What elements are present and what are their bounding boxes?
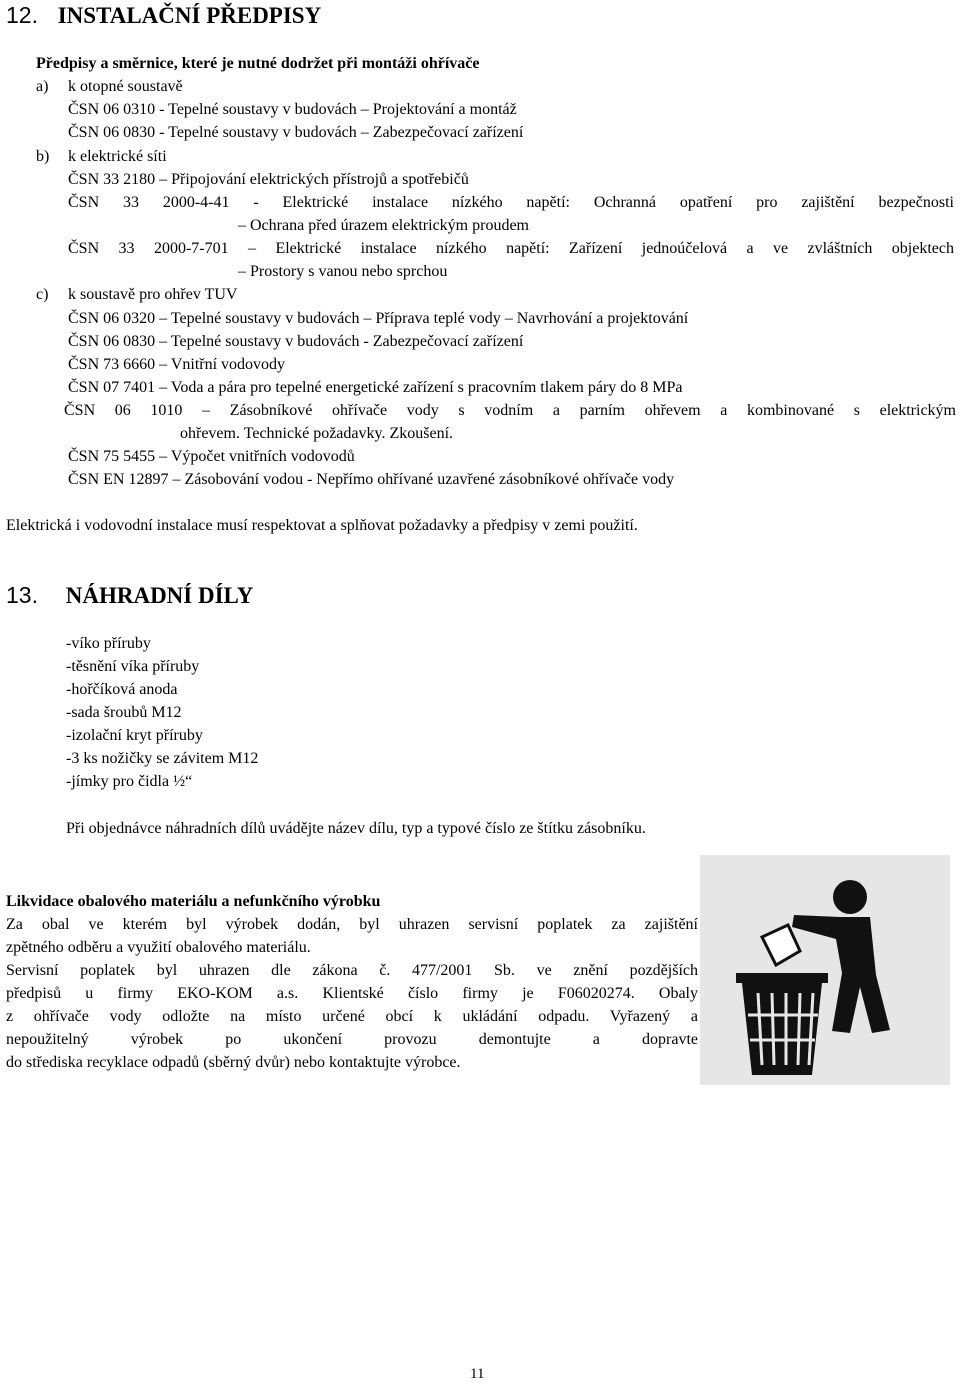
list-label-c: c) [36,286,49,303]
parts-item: -jímky pro čidla ½“ [66,773,193,790]
list-item: ČSN 06 0830 - Tepelné soustavy v budovách – Zabezpečovací zařízení [68,124,524,141]
list-title-b: k elektrické síti [68,148,167,165]
parts-item: -izolační kryt příruby [66,727,203,744]
list-item: ČSN EN 12897 – Zásobování vodou - Nepřímo ohřívané uzavřené zásobníkové ohřívače vody [68,471,675,488]
list-label-b: b) [36,148,50,165]
list-item-continuation: – Prostory s vanou nebo sprchou [238,263,448,280]
list-label-a: a) [36,78,49,95]
parts-item: -těsnění víka příruby [66,658,200,675]
parts-item: -3 ks nožičky se závitem M12 [66,750,259,767]
list-item: ČSN 33 2000-4-41 - Elektrické instalace nízkého napětí: Ochranná opatření pro zajištění bezpečnosti [68,194,954,211]
parts-item: -víko příruby [66,635,151,652]
section-12-intro: Předpisy a směrnice, které je nutné dodržet při montáži ohřívače [36,55,480,72]
section-12-heading [6,4,321,27]
disposal-text-line: zpětného odběru a využití obalového materiálu. [6,939,311,956]
tidy-man-bin-icon [700,855,950,1085]
list-item: ČSN 06 0310 - Tepelné soustavy v budovách – Projektování a montáž [68,101,517,118]
parts-item: -hořčíková anoda [66,681,178,698]
disposal-text-line: do střediska recyklace odpadů (sběrný dvůr) nebo kontaktujte výrobce. [6,1054,461,1071]
list-item: ČSN 33 2000-7-701 – Elektrické instalace nízkého napětí: Zařízení jednoúčelová a ve zvláštních objektech [68,240,954,257]
section-12-closing: Elektrická i vodovodní instalace musí respektovat a splňovat požadavky a předpisy v zemi použití. [6,517,638,534]
list-item-continuation: – Ochrana před úrazem elektrickým proudem [238,217,529,234]
list-item: ČSN 06 1010 – Zásobníkové ohřívače vody s vodním a parním ohřevem a kombinované s elektrickým [64,402,956,419]
disposal-text-line: z ohřívače vody odložte na místo určené obcí k ukládání odpadu. Vyřazený a [6,1008,698,1025]
disposal-text-line: nepoužitelný výrobek po ukončení provozu demontujte a dopravte [6,1031,698,1048]
list-title-c: k soustavě pro ohřev TUV [68,286,238,303]
list-item: ČSN 06 0830 – Tepelné soustavy v budovách - Zabezpečovací zařízení [68,333,524,350]
list-item: ČSN 75 5455 – Výpočet vnitřních vodovodů [68,448,355,465]
section-13-heading [6,584,253,607]
disposal-text-line: předpisů u firmy EKO-KOM a.s. Klientské číslo firmy je F06020274. Obaly [6,985,698,1002]
list-title-a: k otopné soustavě [68,78,183,95]
parts-order-note: Při objednávce náhradních dílů uvádějte název dílu, typ a typové číslo ze štítku zásobníku. [66,820,646,837]
list-item: ČSN 33 2180 – Připojování elektrických přístrojů a spotřebičů [68,171,469,188]
section-12-title: INSTALAČNÍ PŘEDPISY [57,3,322,28]
section-13-number: 13. [6,582,38,608]
list-item-continuation: ohřevem. Technické požadavky. Zkoušení. [180,425,454,442]
disposal-heading: Likvidace obalového materiálu a nefunkčního výrobku [6,893,381,910]
section-12-number: 12. [6,2,38,28]
list-item: ČSN 06 0320 – Tepelné soustavy v budovách – Příprava teplé vody – Navrhování a projektování [68,310,689,327]
section-13-title: NÁHRADNÍ DÍLY [65,583,254,608]
disposal-text-line: Servisní poplatek byl uhrazen dle zákona č. 477/2001 Sb. ve znění pozdějších [6,962,698,979]
list-item: ČSN 73 6660 – Vnitřní vodovody [68,356,286,373]
disposal-text-line: Za obal ve kterém byl výrobek dodán, byl uhrazen servisní poplatek za zajištění [6,916,698,933]
page-number: 11 [470,1366,485,1382]
list-item: ČSN 07 7401 – Voda a pára pro tepelné energetické zařízení s pracovním tlakem páry do 8 MPa [68,379,683,396]
parts-item: -sada šroubů M12 [66,704,182,721]
